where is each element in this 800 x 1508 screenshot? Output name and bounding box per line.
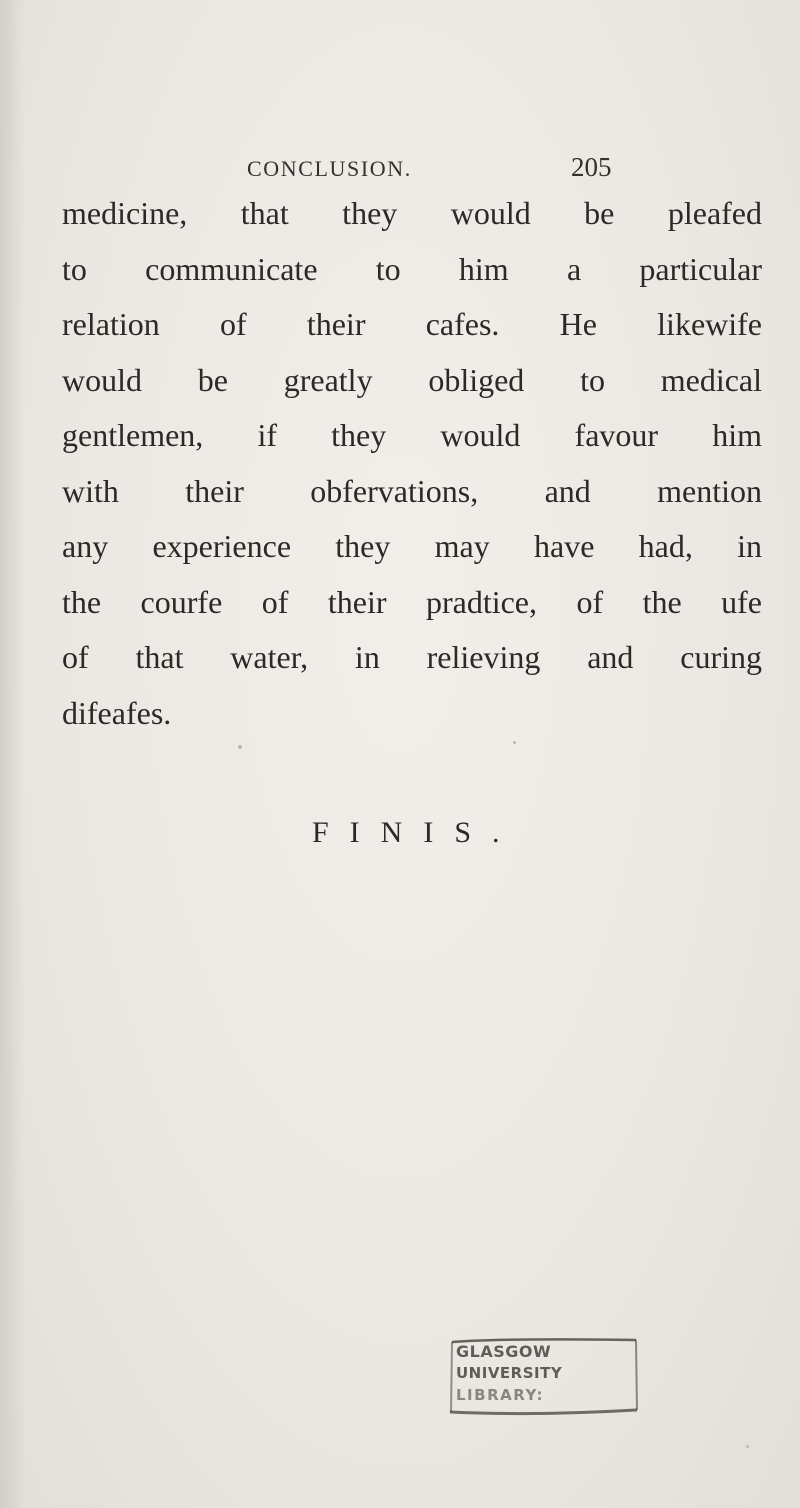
stamp-line-2: UNIVERSITY — [456, 1364, 563, 1382]
running-head: CONCLUSION. — [247, 156, 412, 181]
page-number: 205 — [571, 152, 612, 182]
body-paragraph — [62, 186, 762, 741]
text-line: any experience they may have had, in — [62, 528, 762, 564]
text-line: the courfe of their pradtice, of the ufe — [62, 583, 762, 620]
paper-speck — [513, 741, 516, 744]
text-line: medicine, that they would be pleafed — [62, 195, 762, 231]
finis-text: FINIS. — [312, 816, 521, 849]
text-line: gentlemen, if they would favour him — [62, 417, 762, 453]
stamp-line-1: GLASGOW — [456, 1342, 552, 1361]
library-stamp — [446, 1336, 642, 1416]
stamp-line-3: LIBRARY: — [456, 1386, 545, 1404]
text-line: relation of their cafes. He likewife — [62, 306, 762, 342]
text-line: difeafes. — [62, 694, 172, 731]
paper-speck — [238, 745, 242, 749]
text-line: of that water, in relieving and curing — [62, 639, 762, 675]
page-edge-shadow — [0, 0, 26, 1508]
text-line: would be greatly obliged to medical — [62, 361, 762, 398]
text-line: with their obfervations, and mention — [62, 472, 762, 509]
paper-speck — [746, 1445, 749, 1448]
text-line: to communicate to him a particular — [62, 250, 762, 287]
